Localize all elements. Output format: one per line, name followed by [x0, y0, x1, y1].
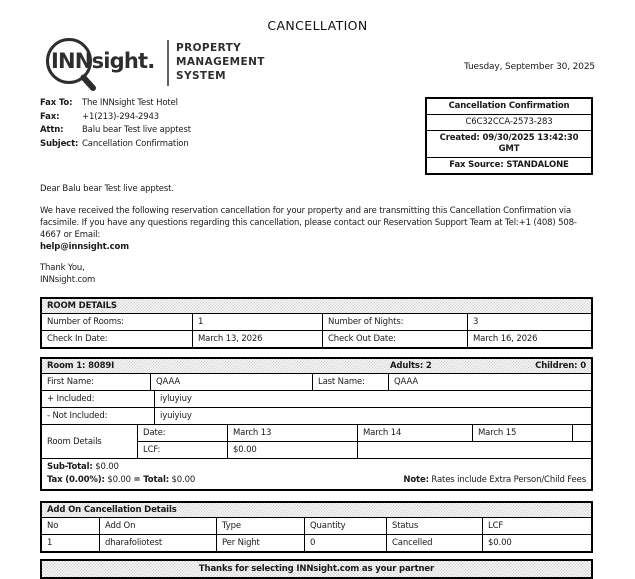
- last-name-value: QAAA: [388, 373, 591, 390]
- not-included-row: [42, 407, 591, 424]
- document-date: Tuesday, September 30, 2025: [464, 62, 595, 72]
- tax-value: $0.00: [107, 474, 131, 485]
- total-value: $0.00: [171, 474, 196, 485]
- fax-info-block: [40, 97, 191, 151]
- addon-col-status: Status: [386, 517, 482, 534]
- room1-header: [42, 359, 591, 373]
- note-label: Note:: [403, 474, 429, 485]
- included-value: iyluyiuy: [154, 390, 591, 407]
- room-details-header: ROOM DETAILS: [42, 299, 591, 313]
- checkout-label: Check Out Date:: [322, 330, 467, 347]
- included-label: + Included:: [42, 390, 154, 407]
- fax-to-value: The INNsight Test Hotel: [82, 98, 178, 108]
- thank-you-line: Thank You,: [40, 263, 85, 273]
- subtotal-label: Sub-Total:: [47, 462, 93, 472]
- room1-title: Room 1: 8089I: [47, 361, 115, 371]
- not-included-label: - Not Included:: [42, 407, 154, 424]
- subject-label: Subject:: [40, 138, 79, 149]
- checkin-label: Check In Date:: [42, 330, 192, 347]
- confirmation-number: C6C32CCA-2573-283: [427, 114, 591, 130]
- addon-col-no: No: [42, 517, 99, 534]
- fax-info-section: [0, 91, 635, 175]
- addon-col-lcf: LCF: [482, 517, 591, 534]
- first-name-value: QAAA: [150, 373, 312, 390]
- date-3: March 15: [472, 424, 572, 441]
- checkin-value: March 13, 2026: [192, 330, 322, 347]
- addon-status: Cancelled: [386, 534, 482, 551]
- subject-line: [40, 138, 191, 152]
- addon-table: [40, 501, 593, 553]
- room-details-grid: [42, 313, 591, 347]
- room-rates-grid: [137, 424, 591, 458]
- magnifier-logo-icon: [36, 34, 272, 92]
- confirmation-box: [425, 97, 593, 175]
- logo-tagline-3: SYSTEM: [176, 69, 226, 82]
- addon-name: dharafoliotest: [99, 534, 216, 551]
- num-nights-label: Number of Nights:: [322, 313, 467, 330]
- not-included-value: iyuiyiuy: [154, 407, 591, 424]
- confirmation-box-title: Cancellation Confirmation: [448, 101, 570, 111]
- addon-no: 1: [42, 534, 99, 551]
- innsight-logo: [36, 34, 272, 95]
- included-row: [42, 390, 591, 407]
- dates-row: [137, 424, 591, 441]
- fax-number-line: [40, 111, 191, 125]
- addon-col-addon: Add On: [99, 517, 216, 534]
- addon-header: Add On Cancellation Details: [42, 503, 591, 517]
- room1-adults: Adults: 2: [389, 361, 432, 371]
- addon-lcf: $0.00: [482, 534, 591, 551]
- body-text: We have received the following reservation cancellation for your property and are transmitting this Cancellation Confirmation via facsimile. If you have any questions regarding this cancellation, please contact our Reservation Support Team at Tel:+1 (408) 508-4667 or Email:: [40, 206, 577, 240]
- fax-to-label: Fax To:: [40, 98, 73, 108]
- attn-line: [40, 124, 191, 138]
- created-timestamp: Created: 09/30/2025 13:42:30 GMT: [427, 130, 591, 157]
- subtotal-value: $0.00: [95, 462, 119, 472]
- subtotal-line: [47, 461, 195, 474]
- logo-wordmark: INNsight.: [51, 48, 155, 73]
- subject-value: Cancellation Confirmation: [82, 138, 189, 149]
- date-2: March 14: [357, 424, 472, 441]
- fax-number-value: +1(213)-294-2943: [82, 111, 159, 122]
- room-rates-row: [42, 424, 591, 458]
- dates-gap-cell: [572, 424, 591, 441]
- total-label: = Total:: [133, 474, 169, 485]
- header-row: [0, 33, 635, 91]
- support-email: help@innsight.com: [40, 242, 129, 252]
- note-text: Rates include Extra Person/Child Fees: [431, 474, 586, 485]
- totals-row: [42, 458, 591, 489]
- num-rooms-value: 1: [192, 313, 322, 330]
- rates-note: [403, 474, 586, 487]
- lcf-label: LCF:: [137, 441, 227, 458]
- room1-children: Children: 0: [535, 361, 586, 371]
- first-name-label: First Name:: [42, 373, 150, 390]
- addon-quantity: 0: [304, 534, 386, 551]
- addon-type: Per Night: [216, 534, 304, 551]
- lcf-empty-cell: [357, 441, 591, 458]
- tax-label: Tax (0.00%):: [47, 474, 105, 485]
- page-title: CANCELLATION: [267, 18, 368, 33]
- greeting: Dear Balu bear Test live apptest.: [40, 184, 174, 194]
- attn-label: Attn:: [40, 125, 64, 135]
- addon-columns-row: [42, 517, 591, 534]
- num-rooms-label: Number of Rooms:: [42, 313, 192, 330]
- addon-col-type: Type: [216, 517, 304, 534]
- attn-value: Balu bear Test live apptest: [82, 125, 191, 135]
- body-paragraph: [40, 205, 593, 253]
- num-nights-value: 3: [467, 313, 591, 330]
- fax-source: Fax Source: STANDALONE: [427, 157, 591, 173]
- lcf-value: $0.00: [227, 441, 357, 458]
- tables-section: [0, 297, 635, 579]
- room-details-table: [40, 297, 593, 349]
- checkout-value: March 16, 2026: [467, 330, 591, 347]
- addon-data-row: [42, 534, 591, 551]
- letter-body: [0, 175, 635, 286]
- fax-number-label: Fax:: [40, 111, 60, 122]
- logo-tagline-2: MANAGEMENT: [176, 55, 265, 68]
- logo-tagline-1: PROPERTY: [176, 41, 242, 54]
- totals-left: [47, 461, 195, 486]
- date-1: March 13: [227, 424, 357, 441]
- last-name-label: Last Name:: [312, 373, 388, 390]
- addon-col-quantity: Quantity: [304, 517, 386, 534]
- room1-table: [40, 357, 593, 491]
- fax-to-line: [40, 97, 191, 111]
- tax-total-line: [47, 474, 195, 487]
- guest-name-row: [42, 373, 591, 390]
- signature-line: INNsight.com: [40, 275, 96, 285]
- footer-banner: Thanks for selecting INNsight.com as your partner: [40, 559, 593, 579]
- room-details-label: Room Details: [42, 424, 137, 458]
- date-label: Date:: [137, 424, 227, 441]
- lcf-row: [137, 441, 591, 458]
